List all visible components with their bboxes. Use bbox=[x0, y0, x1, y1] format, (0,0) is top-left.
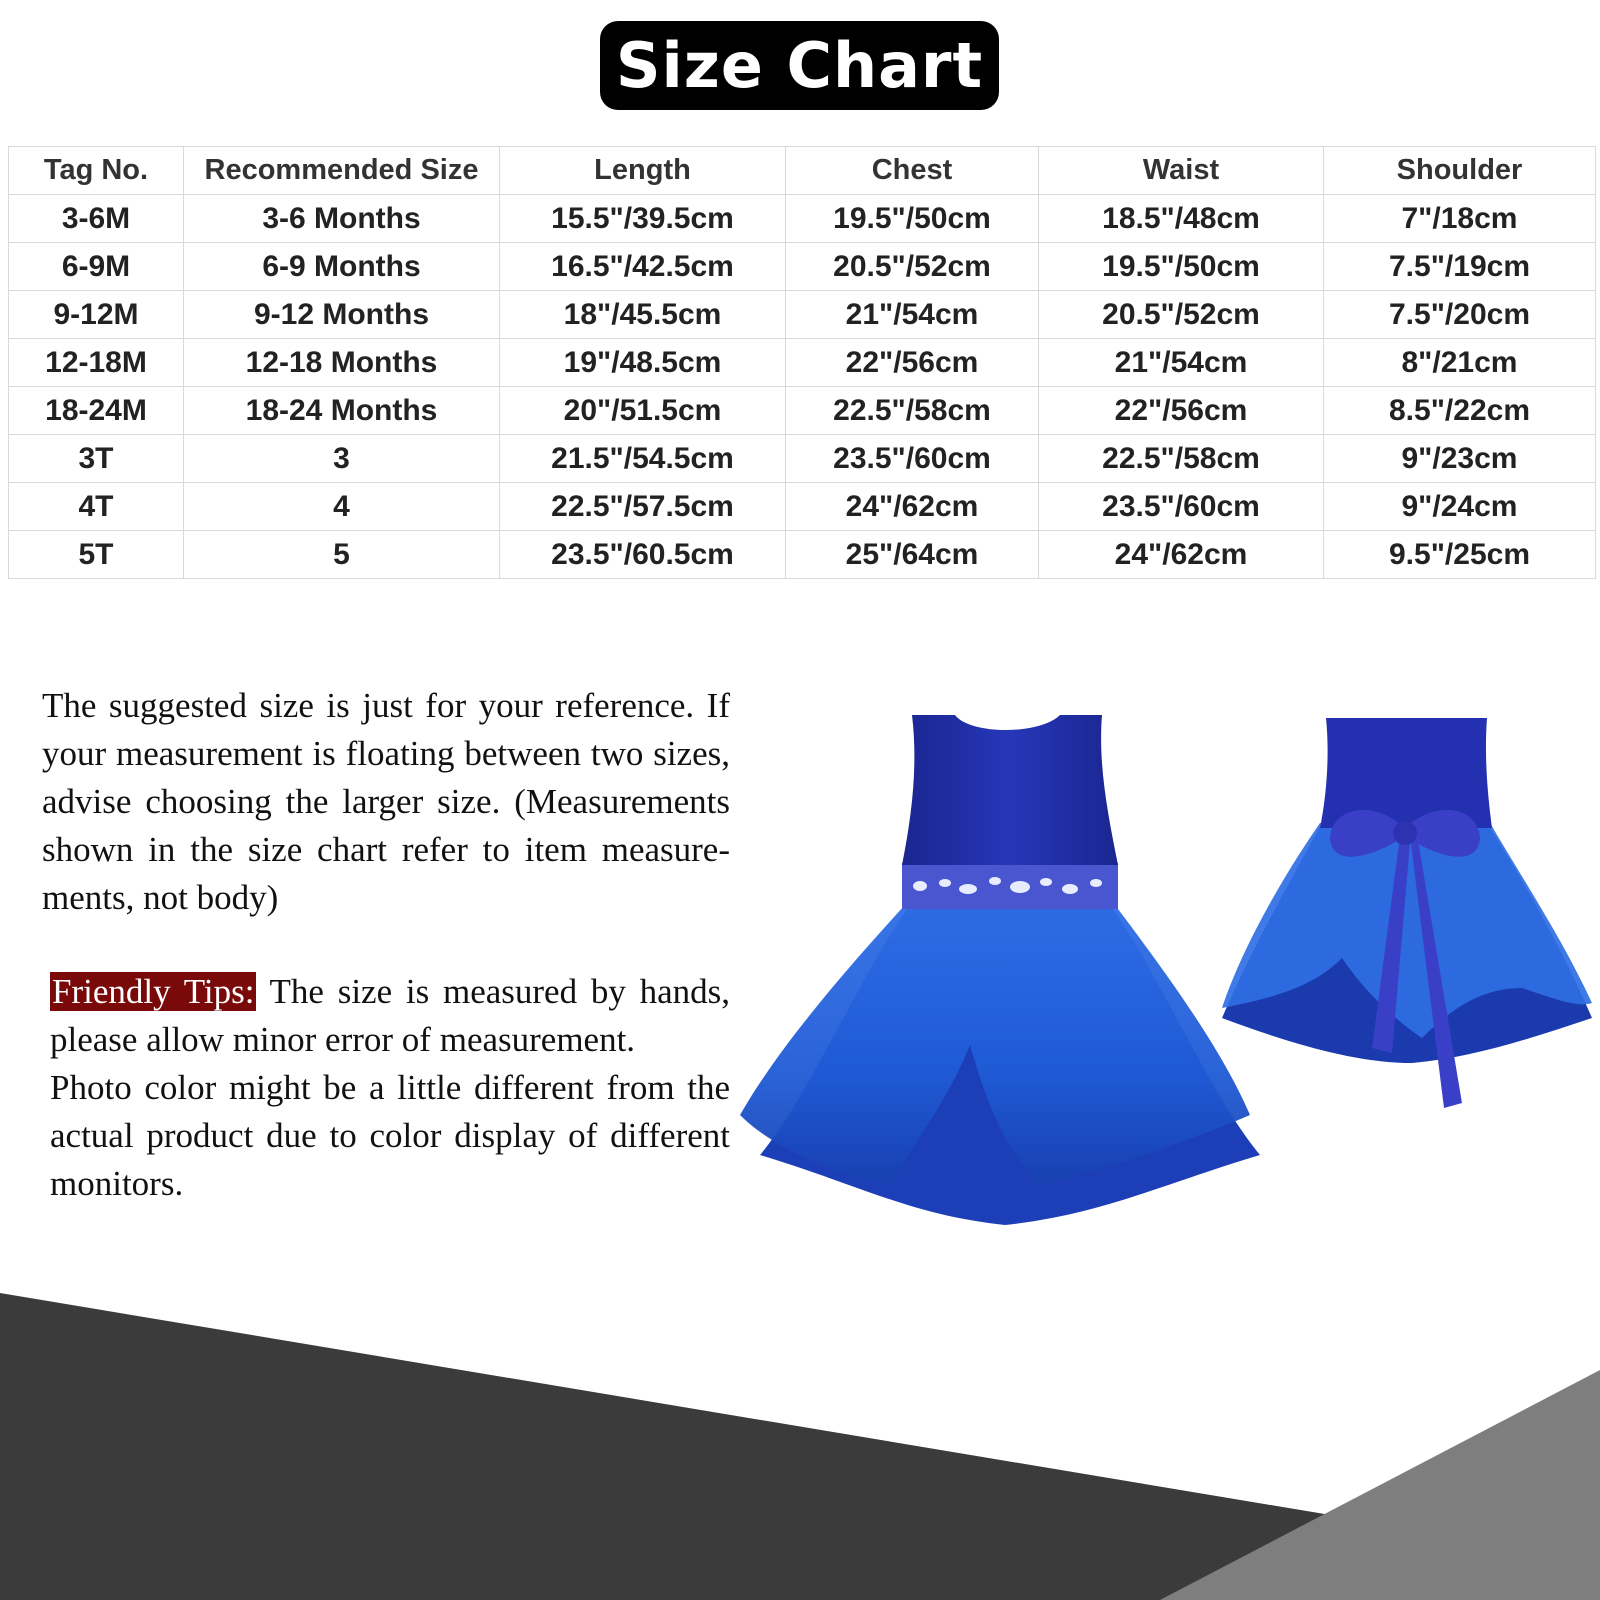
header-tag-no: Tag No. bbox=[9, 147, 184, 195]
cell-waist: 22.5"/58cm bbox=[1039, 435, 1324, 483]
cell-chest: 22"/56cm bbox=[786, 339, 1039, 387]
header-chest: Chest bbox=[786, 147, 1039, 195]
back-bodice bbox=[1320, 718, 1492, 828]
cell-chest: 21"/54cm bbox=[786, 291, 1039, 339]
table-row bbox=[9, 339, 1596, 387]
cell-chest: 19.5"/50cm bbox=[786, 195, 1039, 243]
cell-tag: 18-24M bbox=[9, 387, 184, 435]
cell-recommended: 3 bbox=[184, 435, 500, 483]
cell-chest: 23.5"/60cm bbox=[786, 435, 1039, 483]
cell-shoulder: 7.5"/20cm bbox=[1324, 291, 1596, 339]
cell-chest: 24"/62cm bbox=[786, 483, 1039, 531]
cell-length: 23.5"/60.5cm bbox=[500, 531, 786, 579]
cell-shoulder: 7.5"/19cm bbox=[1324, 243, 1596, 291]
tips-text: The size is measured by hands, please allow minor error of measurement. bbox=[50, 972, 730, 1059]
cell-recommended: 4 bbox=[184, 483, 500, 531]
cell-tag: 5T bbox=[9, 531, 184, 579]
cell-shoulder: 9"/24cm bbox=[1324, 483, 1596, 531]
cell-recommended: 5 bbox=[184, 531, 500, 579]
cell-chest: 20.5"/52cm bbox=[786, 243, 1039, 291]
cell-length: 16.5"/42.5cm bbox=[500, 243, 786, 291]
cell-waist: 20.5"/52cm bbox=[1039, 291, 1324, 339]
cell-waist: 24"/62cm bbox=[1039, 531, 1324, 579]
table-row bbox=[9, 291, 1596, 339]
cell-recommended: 18-24 Months bbox=[184, 387, 500, 435]
table-header-row bbox=[9, 147, 1596, 195]
cell-length: 19"/48.5cm bbox=[500, 339, 786, 387]
header-length: Length bbox=[500, 147, 786, 195]
cell-shoulder: 7"/18cm bbox=[1324, 195, 1596, 243]
cell-waist: 18.5"/48cm bbox=[1039, 195, 1324, 243]
header-shoulder: Shoulder bbox=[1324, 147, 1596, 195]
header-waist: Waist bbox=[1039, 147, 1324, 195]
cell-tag: 12-18M bbox=[9, 339, 184, 387]
reference-note: The suggested size is just for your reference. If your measurement is floating between two sizes, advise choosing the larger size. (Measurements shown in the size chart refer to item measure-ments, not body) bbox=[42, 686, 730, 917]
size-table bbox=[8, 146, 1596, 579]
cell-chest: 25"/64cm bbox=[786, 531, 1039, 579]
table-row bbox=[9, 483, 1596, 531]
cell-tag: 9-12M bbox=[9, 291, 184, 339]
cell-shoulder: 8"/21cm bbox=[1324, 339, 1596, 387]
cell-tag: 6-9M bbox=[9, 243, 184, 291]
cell-tag: 3T bbox=[9, 435, 184, 483]
cell-waist: 23.5"/60cm bbox=[1039, 483, 1324, 531]
cell-tag: 3-6M bbox=[9, 195, 184, 243]
friendly-tips bbox=[50, 968, 730, 1208]
cell-length: 21.5"/54.5cm bbox=[500, 435, 786, 483]
cell-length: 18"/45.5cm bbox=[500, 291, 786, 339]
cell-length: 15.5"/39.5cm bbox=[500, 195, 786, 243]
cell-chest: 22.5"/58cm bbox=[786, 387, 1039, 435]
cell-waist: 22"/56cm bbox=[1039, 387, 1324, 435]
cell-shoulder: 9.5"/25cm bbox=[1324, 531, 1596, 579]
dress-back-photo bbox=[1222, 718, 1592, 1148]
table-row bbox=[9, 195, 1596, 243]
table-row bbox=[9, 243, 1596, 291]
cell-shoulder: 8.5"/22cm bbox=[1324, 387, 1596, 435]
cell-recommended: 12-18 Months bbox=[184, 339, 500, 387]
cell-recommended: 6-9 Months bbox=[184, 243, 500, 291]
background-gray-shape bbox=[1160, 1370, 1600, 1600]
cell-length: 20"/51.5cm bbox=[500, 387, 786, 435]
header-recommended-size: Recommended Size bbox=[184, 147, 500, 195]
cell-waist: 21"/54cm bbox=[1039, 339, 1324, 387]
table-row bbox=[9, 531, 1596, 579]
cell-waist: 19.5"/50cm bbox=[1039, 243, 1324, 291]
front-bodice bbox=[902, 715, 1118, 865]
color-note: Photo color might be a little different from the actual product due to color display of different monitors. bbox=[50, 1068, 730, 1203]
table-row bbox=[9, 435, 1596, 483]
cell-recommended: 3-6 Months bbox=[184, 195, 500, 243]
cell-recommended: 9-12 Months bbox=[184, 291, 500, 339]
cell-length: 22.5"/57.5cm bbox=[500, 483, 786, 531]
page-title: Size Chart bbox=[600, 21, 999, 110]
dress-front-photo bbox=[740, 715, 1280, 1245]
table-row bbox=[9, 387, 1596, 435]
front-belt bbox=[902, 863, 1118, 909]
cell-tag: 4T bbox=[9, 483, 184, 531]
cell-shoulder: 9"/23cm bbox=[1324, 435, 1596, 483]
tips-label: Friendly Tips: bbox=[52, 972, 255, 1011]
